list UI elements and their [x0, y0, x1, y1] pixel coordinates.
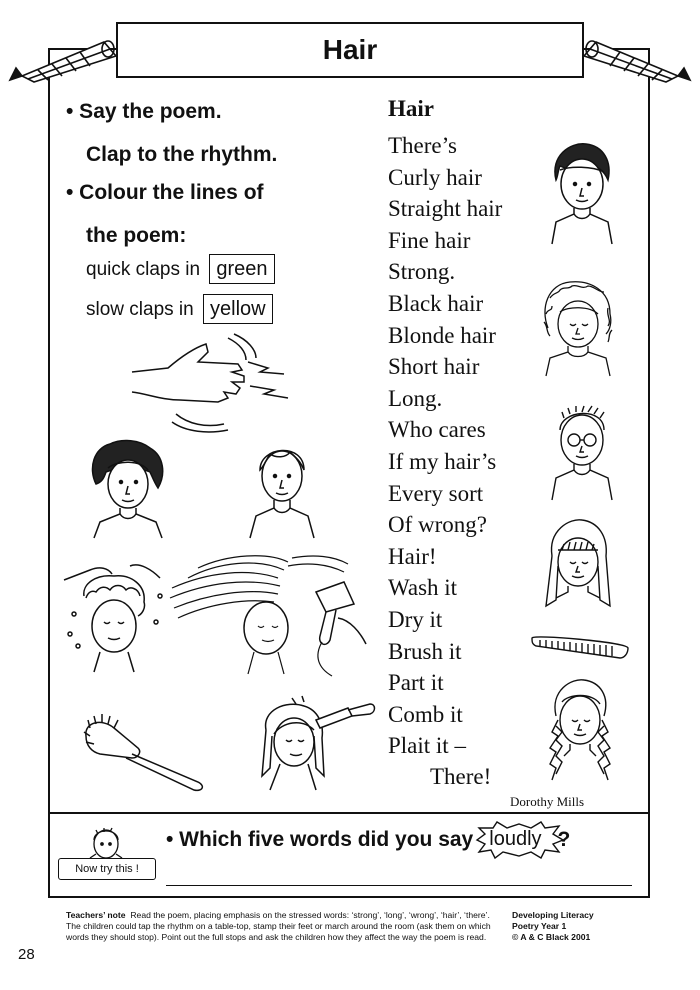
slow-claps-label: slow claps in — [86, 299, 194, 320]
answer-line[interactable] — [166, 885, 632, 886]
poem-line: Fine hair — [388, 227, 471, 253]
instruction-say: • Say the poem. — [66, 100, 222, 123]
hair-washing-icon — [60, 556, 170, 674]
section-divider — [48, 812, 650, 814]
book-name: Poetry Year 1 — [512, 921, 567, 931]
poem-lines — [388, 130, 502, 762]
question-mark: ? — [557, 827, 571, 851]
poem-author: Dorothy Mills — [510, 794, 585, 809]
copyright: © A & C Black 2001 — [512, 932, 591, 942]
long-hair-girl-icon — [538, 516, 618, 620]
page-number: 28 — [18, 946, 35, 963]
poem-line: Comb it — [388, 701, 463, 727]
yellow-word-box: yellow — [203, 294, 273, 324]
now-try-this-label: Now try this ! — [58, 858, 156, 880]
poem-line: Blonde hair — [388, 322, 496, 348]
teachers-note — [66, 910, 506, 943]
poem-line: Wash it — [388, 575, 458, 601]
pencil-right-icon — [580, 36, 692, 82]
child-head-2-icon — [538, 278, 618, 378]
curly-hair-child-icon — [88, 438, 168, 540]
child-head-1-icon — [546, 140, 616, 246]
poem-line: Dry it — [388, 606, 443, 632]
quick-claps-row — [86, 254, 275, 284]
poem-line: Black hair — [388, 290, 484, 316]
hairbrush-icon — [80, 714, 210, 792]
child-peeking-icon — [86, 826, 126, 860]
poem-last-line: There! — [430, 764, 492, 789]
instruction-colour: • Colour the lines of — [66, 181, 264, 204]
page-title: Hair — [322, 34, 378, 65]
pencil-left-icon — [8, 36, 120, 82]
slow-claps-row — [86, 294, 273, 324]
teachers-note-label: Teachers’ note — [66, 910, 126, 920]
poem-line: Straight hair — [388, 196, 503, 222]
combing-hair-girl-icon — [252, 696, 376, 792]
quick-claps-label: quick claps in — [86, 259, 201, 280]
poem-line: Curly hair — [388, 164, 482, 190]
poem-line: Plait it – — [388, 733, 466, 759]
poem-line: Brush it — [388, 638, 462, 664]
poem-line: Part it — [388, 670, 444, 696]
poem-line: Strong. — [388, 259, 456, 285]
poem-line: If my hair’s — [388, 448, 497, 474]
poem-line: Short hair — [388, 354, 480, 380]
instruction-clap: Clap to the rhythm. — [86, 143, 278, 166]
green-word-box: green — [209, 254, 274, 284]
credits — [512, 910, 594, 943]
poem-line: Long. — [388, 385, 443, 411]
poem-line: Who cares — [388, 417, 486, 443]
comb-icon — [530, 632, 630, 666]
child-with-glasses-icon — [546, 398, 616, 502]
series-name: Developing Literacy — [512, 910, 594, 920]
short-hair-child-icon — [246, 436, 318, 540]
title-box — [116, 22, 584, 78]
question-text: • Which five words did you say — [166, 827, 474, 851]
loudly-word: loudly — [489, 828, 542, 850]
loudly-word-burst — [479, 826, 551, 853]
hair-drying-icon — [168, 548, 368, 678]
teachers-note-text: Read the poem, placing emphasis on the stressed words: ‘strong’, ‘long’, ‘wrong’, ‘hair’, ‘there’. The children could tap the rhythm on a table-top, stamp their feet or march around the room (ask them on which words they should stop). Point out the full stops and ask the children how they affect the way the poem is read. — [66, 910, 491, 942]
poem-line: Of wrong? — [388, 512, 487, 538]
plaited-hair-girl-icon — [538, 676, 622, 788]
poem-line: There’s — [388, 133, 457, 158]
poem-title: Hair — [388, 96, 434, 121]
instruction-colour-cont: the poem: — [86, 224, 187, 247]
question-row — [166, 826, 570, 853]
clapping-hand-icon — [128, 334, 300, 434]
poem-line: Every sort — [388, 480, 484, 506]
poem-line: Hair! — [388, 543, 437, 569]
